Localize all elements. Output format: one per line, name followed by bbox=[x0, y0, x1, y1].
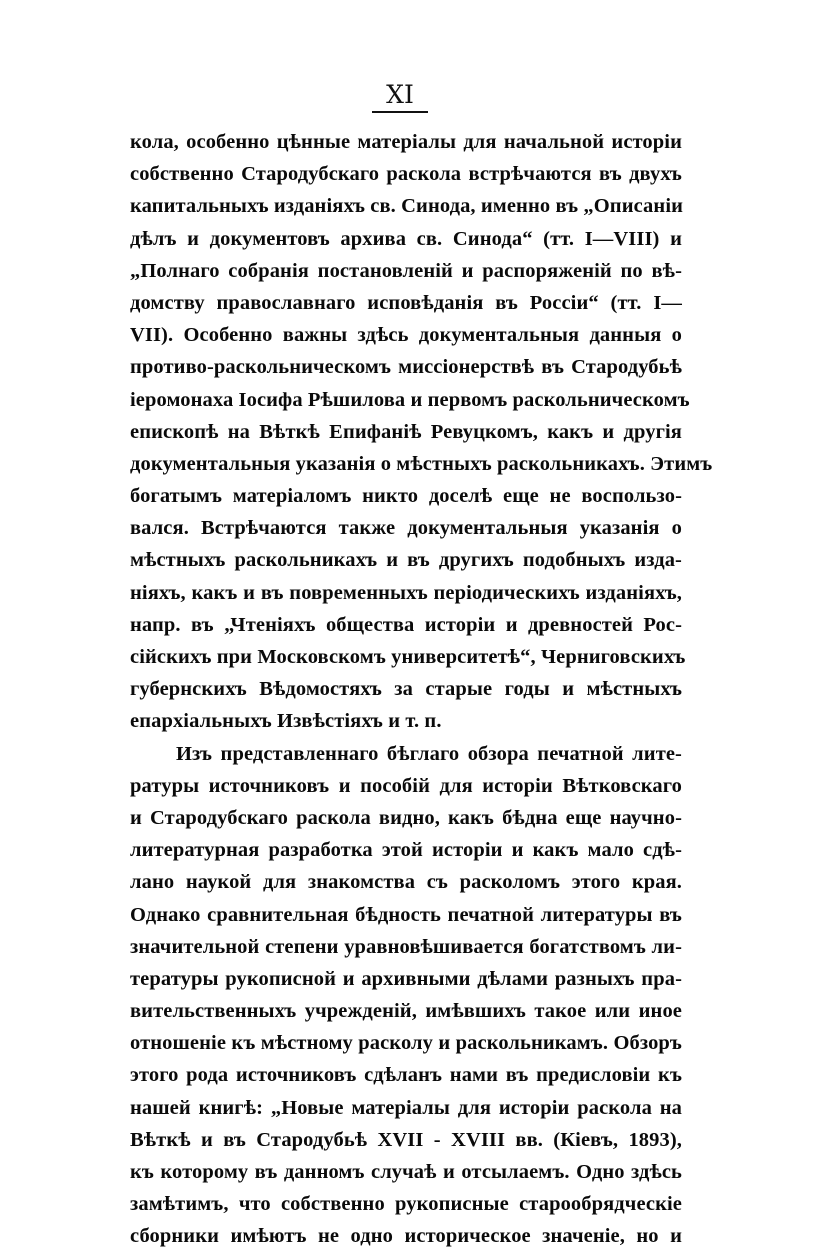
text-line: іеромонаха Іосифа Рѣшилова и первомъ раскольническомъ bbox=[130, 388, 690, 411]
text-line: вался. Встрѣчаются также документальныя указанія о bbox=[130, 517, 682, 540]
text-line: епархіальныхъ Извѣстіяхъ и т. п. bbox=[130, 710, 442, 733]
text-line: документальныя указанія о мѣстныхъ раскольникахъ. Этимъ bbox=[130, 452, 713, 475]
text-line: тературы рукописной и архивными дѣлами разныхъ пра- bbox=[130, 967, 682, 990]
text-line: дѣлъ и документовъ архива св. Синода“ (тт. I—VIII) и bbox=[130, 227, 682, 250]
text-line: ратуры источниковъ и пособій для исторіи Вѣтковскаго bbox=[130, 774, 682, 797]
text-line: нашей книгѣ: „Новые матеріалы для исторіи раскола на bbox=[130, 1096, 682, 1119]
text-line: лано наукой для знакомства съ расколомъ этого края. bbox=[130, 871, 682, 894]
text-line: противо-раскольническомъ миссіонерствѣ въ Стародубьѣ bbox=[130, 356, 682, 379]
text-line: капитальныхъ изданіяхъ св. Синода, именно въ „Описаніи bbox=[130, 195, 684, 218]
text-line: сійскихъ при Московскомъ университетѣ“, Черниговскихъ bbox=[130, 646, 686, 668]
paragraph-1 bbox=[130, 126, 713, 738]
page-number: XI bbox=[372, 80, 428, 113]
text-line: VII). Особенно важны здѣсь документальныя данныя о bbox=[130, 324, 682, 347]
text-line: этого рода источниковъ сдѣланъ нами въ предисловіи къ bbox=[130, 1064, 682, 1087]
text-line: напр. въ „Чтеніяхъ общества исторіи и древностей Рос- bbox=[130, 613, 682, 636]
text-line: ніяхъ, какъ и въ повременныхъ періодическихъ изданіяхъ, bbox=[130, 581, 682, 604]
text-line: замѣтимъ, что собственно рукописные старообрядческіе bbox=[130, 1193, 682, 1216]
text-line: губернскихъ Вѣдомостяхъ за старые годы и мѣстныхъ bbox=[130, 678, 682, 701]
text-line: отношеніе къ мѣстному расколу и раскольникамъ. Обзоръ bbox=[130, 1032, 682, 1055]
text-line: Изъ представленнаго бѣглаго обзора печатной лите- bbox=[176, 742, 682, 765]
text-line: епископѣ на Вѣткѣ Епифаніѣ Ревуцкомъ, какъ и другія bbox=[130, 420, 682, 443]
text-line: литературная разработка этой исторіи и какъ мало сдѣ- bbox=[130, 839, 682, 862]
text-line: и Стародубскаго раскола видно, какъ бѣдна еще научно- bbox=[130, 806, 682, 829]
text-line: Вѣткѣ и въ Стародубьѣ XVII - XVIII вв. (Кіевъ, 1893), bbox=[130, 1128, 682, 1151]
text-line: домству православнаго исповѣданія въ Россіи“ (тт. I— bbox=[130, 291, 682, 314]
text-line: къ которому въ данномъ случаѣ и отсылаемъ. Одно здѣсь bbox=[130, 1161, 682, 1183]
text-line: значительной степени уравновѣшивается богатствомъ ли- bbox=[130, 935, 682, 958]
text-line: „Полнаго собранія постановленій и распоряженій по вѣ- bbox=[130, 259, 682, 282]
text-line: вительственныхъ учрежденій, имѣвшихъ такое или иное bbox=[130, 1000, 682, 1023]
paragraph-2 bbox=[130, 738, 682, 1253]
text-line: собственно Стародубскаго раскола встрѣчаются въ двухъ bbox=[130, 163, 682, 186]
text-line: сборники имѣютъ не одно историческое значеніе, но и bbox=[130, 1225, 682, 1248]
page-number-header bbox=[0, 80, 800, 113]
text-line: мѣстныхъ раскольникахъ и въ другихъ подобныхъ изда- bbox=[130, 549, 682, 572]
text-line: богатымъ матеріаломъ никто доселѣ еще не воспользо- bbox=[130, 485, 682, 508]
body-text bbox=[130, 126, 713, 1253]
text-line: кола, особенно цѣнные матеріалы для начальной исторіи bbox=[130, 131, 682, 153]
text-line: Однако сравнительная бѣдность печатной литературы въ bbox=[130, 903, 682, 926]
